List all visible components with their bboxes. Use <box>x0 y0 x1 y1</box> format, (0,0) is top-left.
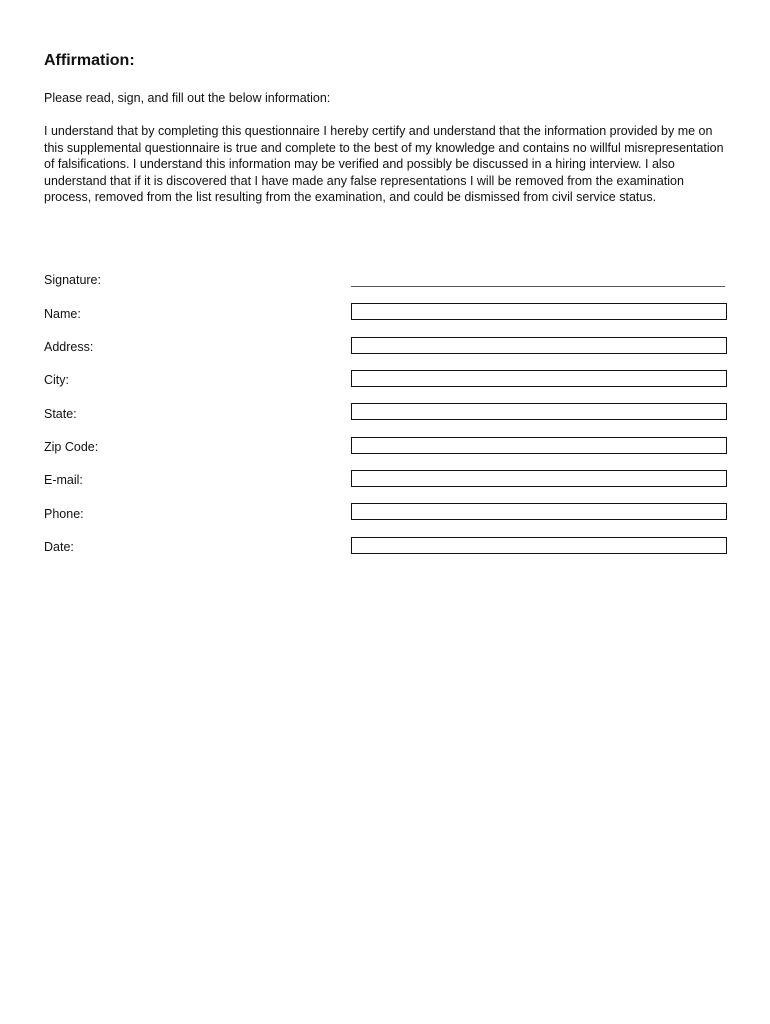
email-field[interactable] <box>351 470 727 487</box>
phone-field[interactable] <box>351 503 727 520</box>
name-field[interactable] <box>351 303 727 320</box>
affirmation-paragraph: I understand that by completing this questionnaire I hereby certify and understand that the information provided by me on this supplemental questionnaire is true and complete to the best of my knowledge and contains no willful misrepresentation of falsifications. I understand this information may be verified and possibly be discussed in a hiring interview. I also understand that if it is discovered that I have made any false representations I will be removed from the examination process, removed from the list resulting from the examination, and could be dismissed from civil service status. <box>44 124 724 205</box>
date-label: Date: <box>44 540 74 554</box>
signature-label: Signature: <box>44 273 101 287</box>
email-label: E-mail: <box>44 473 83 487</box>
state-label: State: <box>44 407 77 421</box>
zip-code-label: Zip Code: <box>44 440 99 454</box>
city-field[interactable] <box>351 370 727 387</box>
address-label: Address: <box>44 340 94 354</box>
address-field[interactable] <box>351 337 727 354</box>
city-label: City: <box>44 373 69 387</box>
page-title: Affirmation: <box>44 52 135 69</box>
phone-label: Phone: <box>44 507 84 521</box>
date-field[interactable] <box>351 537 727 554</box>
name-label: Name: <box>44 307 81 321</box>
zip-code-field[interactable] <box>351 437 727 454</box>
instructions-text: Please read, sign, and fill out the below information: <box>44 91 331 105</box>
signature-line[interactable] <box>351 286 725 287</box>
state-field[interactable] <box>351 403 727 420</box>
